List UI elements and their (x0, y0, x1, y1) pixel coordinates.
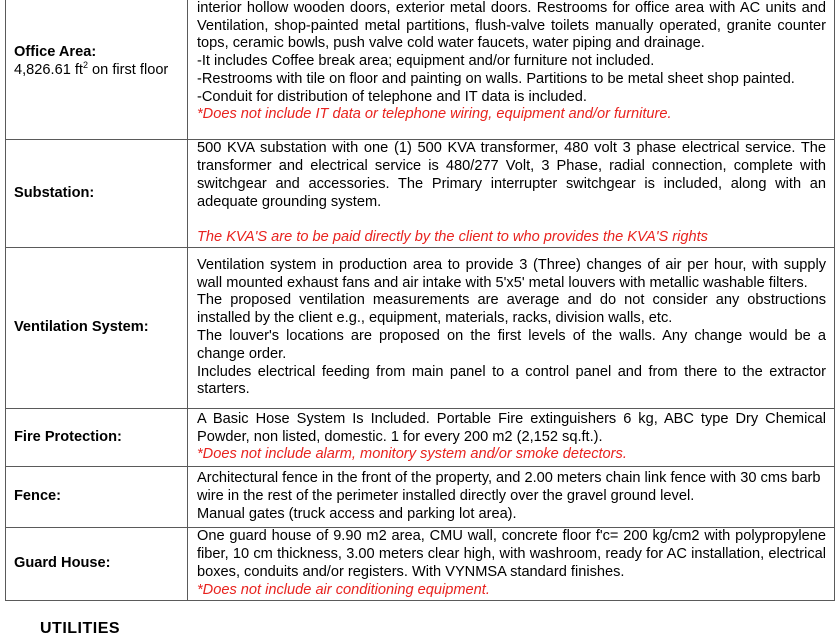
office-area-size: 4,826.61 $ft^2$ on first floor (14, 60, 169, 78)
description-line: -It includes Coffee break area; equipment and/or furniture not included. (197, 53, 655, 70)
row-label-cell (6, 0, 188, 140)
description-line: 500 KVA substation with one (1) 500 KVA transformer, 480 volt 3 phase electrical service. The transformer and electrical service is 480/277 Volt, 3 Phase, radial connection, complete with switchgear and accessories. The Primary interrupter switchgear is included, along with an adequate grounding system. (197, 140, 826, 210)
description-line: The louver's locations are proposed on the first levels of the walls. Any change would be a change order. (197, 328, 826, 362)
description-line: Ventilation system in production area to provide 3 (Three) changes of air per hour, with supply wall mounted exhaust fans and air intake with 5'x5' metal louvers with metallic washable filters. (197, 256, 826, 291)
row-label: Guard House: (14, 555, 111, 572)
description-line: The proposed ventilation measurements are average and do not consider any obstructions installed by the client e.g., equipment, materials, racks, division walls, etc. (197, 292, 826, 327)
row-description-cell (188, 140, 835, 248)
exclusion-note: *Does not include alarm, monitory system and/or smoke detectors. (197, 446, 627, 463)
row-label-cell (6, 248, 188, 409)
section-heading-utilities: UTILITIES (40, 620, 121, 637)
row-description-cell (188, 409, 835, 467)
row-label-cell (6, 140, 188, 248)
table-row-fire-protection (6, 409, 835, 467)
row-label: Fence: (14, 488, 62, 505)
row-description-cell (188, 528, 835, 601)
blank-line (197, 211, 826, 229)
table-row-fence (6, 467, 835, 528)
table-row-ventilation-system (6, 248, 835, 409)
exclusion-note: The KVA'S are to be paid directly by the client to who provides the KVA'S rights (197, 229, 708, 246)
row-label-cell (6, 467, 188, 528)
row-label: Substation: (14, 184, 95, 201)
exclusion-note: *Does not include IT data or telephone wiring, equipment and/or furniture. (197, 106, 672, 123)
description-line: One guard house of 9.90 m2 area, CMU wall, concrete floor f'c= 200 kg/cm2 with polypropylene fiber, 10 cm thickness, 3.00 meters clear high, with washroom, ready for AC installation, electrical boxes, conduits and/or registers. With VYNMSA standard finishes. (197, 528, 826, 580)
row-label-cell (6, 409, 188, 467)
description-line: interior hollow wooden doors, exterior metal doors. Restrooms for office area with AC units and Ventilation, shop-painted metal partitions, flush-valve toilets manually operated, granite counter tops, ceramic bowls, push valve cold water faucets, water piping and drainage. (197, 0, 826, 52)
row-label-cell (6, 528, 188, 601)
description-line: -Restrooms with tile on floor and painting on walls. Partitions to be metal sheet shop painted. (197, 70, 795, 87)
description-line: -Conduit for distribution of telephone and IT data is included. (197, 88, 587, 105)
specifications-table (5, 0, 835, 601)
row-description-cell (188, 467, 835, 528)
description-line: Manual gates (truck access and parking lot area). (197, 505, 517, 522)
description-line: Includes electrical feeding from main panel to a control panel and from there to the extractor starters. (197, 363, 826, 398)
row-description-cell (188, 0, 835, 140)
row-label: Fire Protection: (14, 428, 122, 445)
description-line: A Basic Hose System Is Included. Portable Fire extinguishers 6 kg, ABC type Dry Chemical Powder, non listed, domestic. 1 for every 200 m2 (2,152 sq.ft.). (197, 410, 826, 445)
row-label: Office Area: (14, 44, 97, 61)
table-row-office-area (6, 0, 835, 140)
table-row-guard-house (6, 528, 835, 601)
row-label: Ventilation System: (14, 319, 149, 336)
description-line: Architectural fence in the front of the property, and 2.00 meters chain link fence with 30 cms barb wire in the rest of the perimeter installed directly over the gravel ground level. (197, 470, 821, 505)
exclusion-note: *Does not include air conditioning equipment. (197, 581, 490, 598)
table-row-substation (6, 140, 835, 248)
row-description-cell (188, 248, 835, 409)
